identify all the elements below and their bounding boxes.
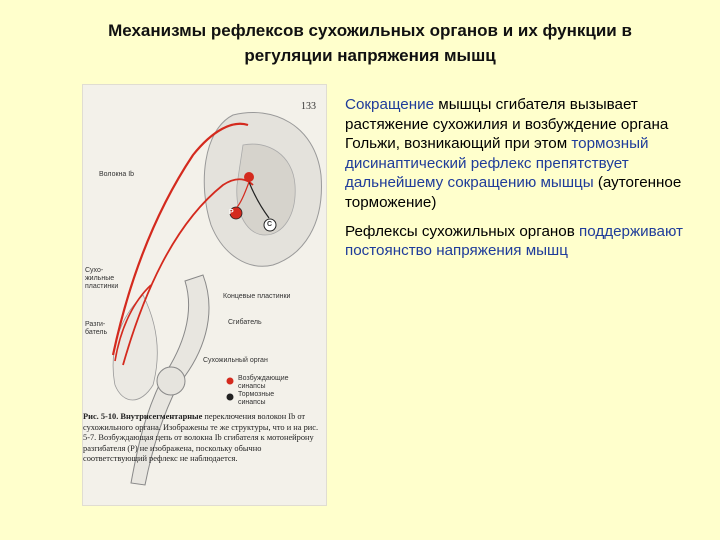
paragraph-1 — [345, 95, 695, 213]
p1-seg-0: Сокращение — [345, 96, 435, 113]
label-excitatory: Возбуждающие синапсы — [238, 375, 289, 390]
page-number: 133 — [301, 101, 316, 112]
figure-caption — [83, 412, 319, 465]
inhibitory-legend-marker — [227, 394, 234, 401]
paragraph-2 — [345, 222, 695, 261]
label-p: P — [229, 209, 234, 216]
reflex-figure — [82, 84, 327, 506]
label-tendon-plates: Сухо- жильные пластинки — [85, 267, 119, 290]
title-line-2: регуляции напряжения мышц — [244, 46, 496, 65]
excitatory-legend-marker — [227, 378, 234, 385]
explanation-text — [345, 95, 695, 270]
slide-title — [40, 18, 700, 68]
knee-joint — [157, 367, 185, 395]
p2-seg-0: Рефлексы сухожильных органов — [345, 222, 580, 240]
label-extensor-left: Разги- батель — [85, 321, 108, 336]
label-fiber-ib: Волокна Ib — [99, 171, 135, 178]
label-end-plates: Концевые пластинки — [223, 293, 291, 300]
caption-rest: переключения волокон Ib от сухожильного органа. Изображены те же структуры, что и на рис. 5-7. Возбуждающая цепь от волокна Ib сгибателя к мотонейрону разгибателя (P) не изображена, поскольку обычно соответствующий рефлекс не наблюдается. — [83, 412, 319, 464]
p1-seg-2: тормозный дисинаптический рефлекс препятствует дальнейшему сокращению мышцы — [345, 135, 649, 192]
p1-seg-1: мышцы сгибателя вызывает растяжение сухожилия и возбуждение органа Гольжи, возникающий при этом — [345, 96, 669, 153]
interneuron — [244, 172, 254, 182]
label-c: C — [267, 221, 273, 228]
p1-seg-3: (аутогенное торможение) — [345, 174, 682, 211]
label-tendon-organ: Сухожильный орган — [203, 357, 268, 364]
muscle-outline — [113, 295, 157, 400]
label-inhibitory: Тормозные синапсы — [238, 391, 275, 406]
caption-prefix: Рис. 5-10. Внутрисегментарные — [83, 412, 203, 421]
title-line-1: Механизмы рефлексов сухожильных органов и их функции в — [108, 21, 632, 40]
p2-seg-1: поддерживают постоянство напряжения мышц — [345, 222, 683, 260]
label-flexor: Сгибатель — [228, 319, 262, 326]
